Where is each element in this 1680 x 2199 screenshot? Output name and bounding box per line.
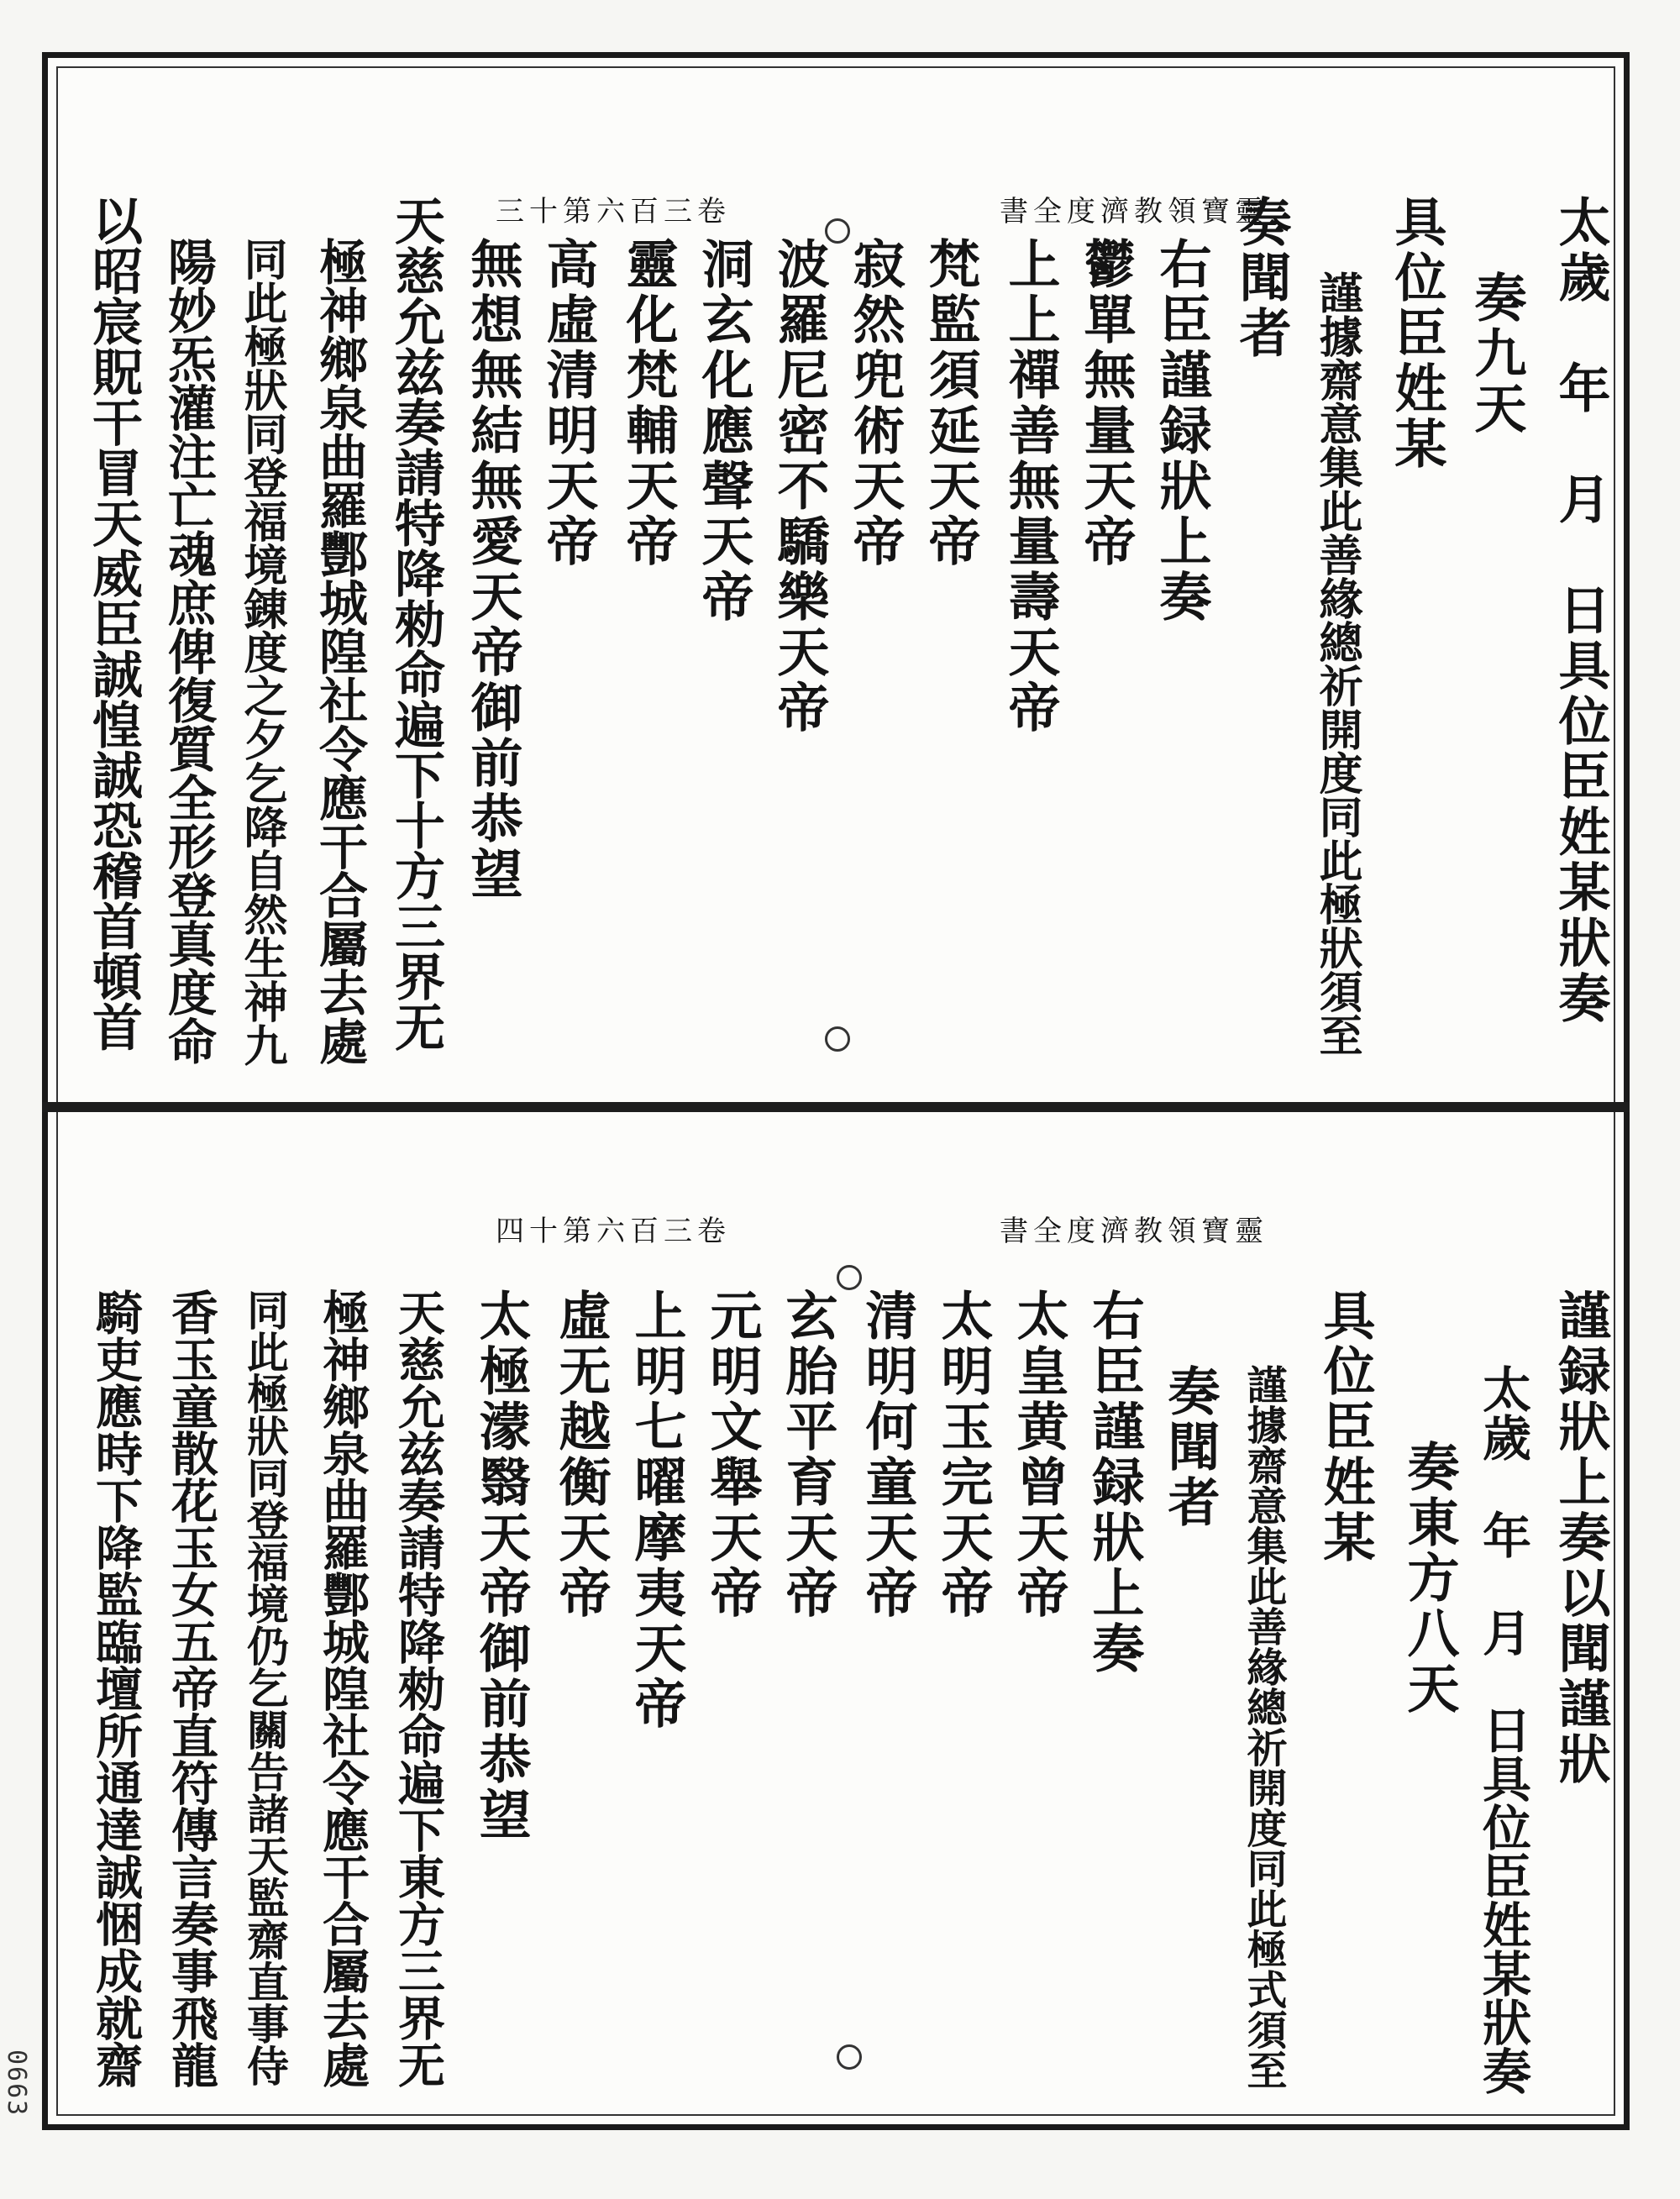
- text-column: 太極濛翳天帝御前恭望: [470, 1288, 532, 1843]
- text-column: 謹據齋意集此善緣總祈開度同此極式須至: [1240, 1364, 1287, 2090]
- text-column: 具位臣姓某: [1386, 195, 1447, 472]
- text-column: 謹録狀上奏以聞謹狀: [1550, 1288, 1611, 1787]
- text-column: 天慈允兹奏請特降勑命遍下十方三界无: [386, 195, 445, 1052]
- text-column: 同此極狀同登福境仍乞關告諸天監齋直事侍: [240, 1288, 290, 2086]
- text-column: 右臣謹録狀上奏: [1151, 237, 1212, 625]
- bottom-header-volume: 四十第六百三卷: [496, 1215, 731, 1248]
- top-header-title: 書全度濟教領寶靈: [1000, 195, 1268, 228]
- text-column: 右臣謹録狀上奏: [1084, 1288, 1145, 1677]
- text-column: 太皇黄曾天帝: [1008, 1288, 1069, 1621]
- punch-hole-mark: [837, 1265, 862, 1290]
- text-column: 極神鄉泉曲羅酆城隍社令應干合屬去處: [311, 237, 368, 1065]
- bottom-header-title: 書全度濟教領寶靈: [1000, 1215, 1268, 1248]
- top-running-header: [496, 188, 1268, 229]
- text-column: 太歲 年 月 日具位臣姓某狀奏: [1474, 1364, 1531, 2095]
- top-panel: [59, 69, 1613, 1094]
- text-column: 香玉童散花玉女五帝直符傳言奏事飛龍: [164, 1288, 219, 2088]
- text-column: 清明何童天帝: [857, 1288, 918, 1621]
- text-column: 謹據齋意集此善緣總祈開度同此極狀須至: [1311, 270, 1362, 1057]
- punch-hole-mark: [837, 2044, 862, 2070]
- text-column: 波羅尼密不驕樂天帝: [769, 237, 830, 736]
- text-column: 上明七曜摩夷天帝: [626, 1288, 687, 1732]
- text-column: 上上禪善無量壽天帝: [1000, 237, 1061, 736]
- text-column: 同此極狀同登福境錬度之夕乞降自然生神九: [236, 237, 287, 1067]
- text-column: 天慈允兹奏請特降勑命遍下東方三界无: [391, 1288, 446, 2088]
- text-column: 鬱單無量天帝: [1075, 237, 1137, 569]
- text-column: 太明玉完天帝: [932, 1288, 994, 1621]
- text-column: 玄胎平育天帝: [777, 1288, 838, 1621]
- text-column: 陽妙炁灌注亡魂庶俾復質全形登真度命: [160, 237, 217, 1065]
- text-column: 無想無結無愛天帝御前恭望: [462, 237, 523, 902]
- text-column: 以昭宸貺干冒天威臣誠惶誠恐稽首頓首: [84, 195, 143, 1052]
- text-column: 虛无越衡天帝: [550, 1288, 612, 1621]
- text-column: 寂然兜術天帝: [844, 237, 906, 569]
- page-number: 0663: [2, 2049, 31, 2118]
- bottom-running-header: [496, 1208, 1268, 1249]
- text-column: 太歲 年 月 日具位臣姓某狀奏: [1550, 195, 1611, 1026]
- text-column: 元明文舉天帝: [701, 1288, 763, 1621]
- top-header-volume: 三十第六百三卷: [496, 195, 731, 228]
- text-column: 靈化梵輔天帝: [617, 237, 679, 569]
- bottom-panel: [59, 1120, 1613, 2120]
- text-column: 奏聞者: [1159, 1364, 1221, 1530]
- text-column: 奏東方八天: [1399, 1440, 1460, 1717]
- text-column: 奏九天: [1466, 270, 1527, 437]
- text-column: 奏聞者: [1231, 195, 1292, 361]
- text-column: 騎吏應時下降監臨壇所通達誠悃成就齋: [88, 1288, 144, 2088]
- text-column: 洞玄化應聲天帝: [693, 237, 754, 625]
- punch-hole-mark: [825, 218, 850, 244]
- text-column: 極神鄉泉曲羅酆城隍社令應干合屬去處: [315, 1288, 370, 2088]
- text-column: 高虛清明天帝: [538, 237, 599, 569]
- punch-hole-mark: [825, 1026, 850, 1052]
- text-column: 具位臣姓某: [1315, 1288, 1376, 1566]
- text-column: 梵監須延天帝: [920, 237, 981, 569]
- panel-divider: [42, 1102, 1630, 1112]
